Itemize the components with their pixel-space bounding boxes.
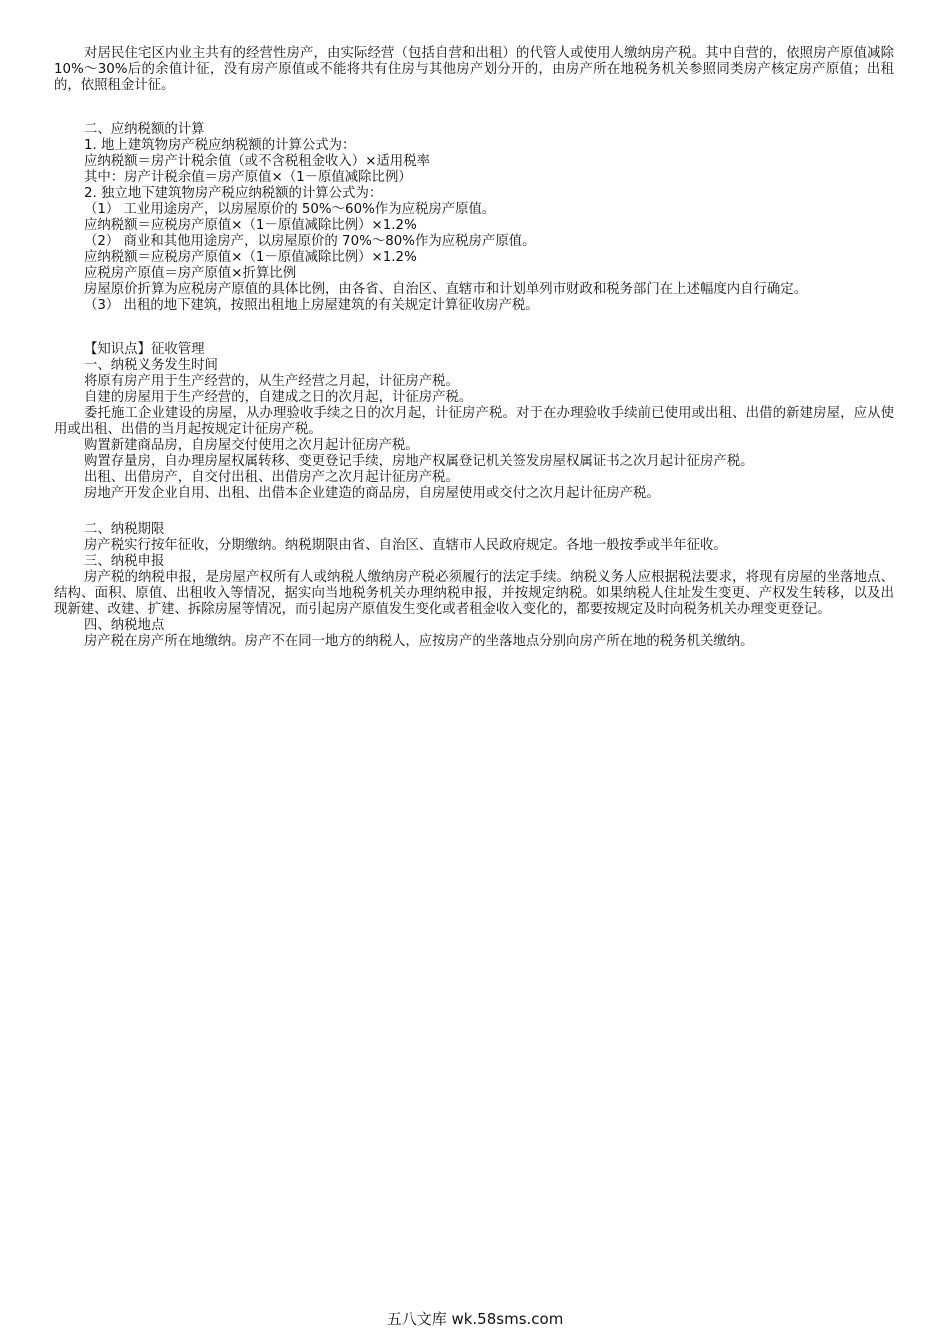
tax-location-paragraph: 房产税在房产所在地缴纳。房产不在同一地方的纳税人，应按房产的坐落地点分别向房产所在地的税务机关缴纳。 <box>84 634 754 649</box>
subsection-title-tax-location: 四、纳税地点 <box>84 618 165 633</box>
obligation-line: 购置新建商品房，自房屋交付使用之次月起计征房产税。 <box>84 438 419 453</box>
footer-watermark: 五八文库 wk.58sms.com <box>386 1310 564 1328</box>
document-page <box>54 46 894 650</box>
section-title-tax-calculation: 二、应纳税额的计算 <box>84 122 205 137</box>
intro-paragraph: 对居民住宅区内业主共有的经营性房产，由实际经营（包括自营和出租）的代管人或使用人缴纳房产税。其中自营的，依照房产原值减除 10%～30%后的余值计征，没有房产原值或不能将共有住房与其他房产划分开的，由房产所在地税务机关参照同类房产核定房产原值；出租的，依照租金计征。 <box>54 46 894 93</box>
obligation-line: 房地产开发企业自用、出租、出借本企业建造的商品房，自房屋使用或交付之次月起计征房产税。 <box>84 486 660 501</box>
obligation-line: 自建的房屋用于生产经营的，自建成之日的次月起，计征房产税。 <box>84 390 473 405</box>
calc-line: 其中：房产计税余值＝房产原值×（1－原值减除比例） <box>84 170 412 185</box>
subsection-title-tax-period: 二、纳税期限 <box>84 522 165 537</box>
subsection-title-obligation-time: 一、纳税义务发生时间 <box>84 358 218 373</box>
spacer <box>54 502 894 522</box>
calc-line: （1） 工业用途房产，以房屋原价的 50%～60%作为应税房产原值。 <box>84 202 496 217</box>
calc-line: 应纳税额＝房产计税余值（或不含税租金收入）×适用税率 <box>84 154 430 169</box>
calc-line: 应税房产原值＝房产原值×折算比例 <box>84 266 297 281</box>
calc-line: 2. 独立地下建筑物房产税应纳税额的计算公式为： <box>84 186 383 201</box>
calc-line: （3） 出租的地下建筑，按照出租地上房屋建筑的有关规定计算征收房产税。 <box>84 298 539 313</box>
calc-line: （2） 商业和其他用途房产，以房屋原价的 70%～80%作为应税房产原值。 <box>84 234 536 249</box>
calc-line: 1. 地上建筑物房产税应纳税额的计算公式为： <box>84 138 356 153</box>
obligation-line: 将原有房产用于生产经营的，从生产经营之月起，计征房产税。 <box>84 374 459 389</box>
calc-line: 房屋原价折算为应税房产原值的具体比例，由各省、自治区、直辖市和计划单列市财政和税务部门在上述幅度内自行确定。 <box>84 282 808 297</box>
subsection-title-tax-filing: 三、纳税申报 <box>84 554 165 569</box>
obligation-line: 委托施工企业建设的房屋，从办理验收手续之日的次月起，计征房产税。对于在办理验收手续前已使用或出租、出借的新建房屋，应从使用或出租、出借的当月起按规定计征房产税。 <box>54 406 894 437</box>
tax-filing-paragraph: 房产税的纳税申报，是房屋产权所有人或纳税人缴纳房产税必须履行的法定手续。纳税义务人应根据税法要求，将现有房屋的坐落地点、结构、面积、原值、出租收入等情况，据实向当地税务机关办理纳税申报，并按规定纳税。如果纳税人住址发生变更、产权发生转移，以及出现新建、改建、扩建、拆除房屋等情况，而引起房产原值发生变化或者租金收入变化的，都要按规定及时向税务机关办理变更登记。 <box>54 570 894 617</box>
tax-period-paragraph: 房产税实行按年征收，分期缴纳。纳税期限由省、自治区、直辖市人民政府规定。各地一般按季或半年征收。 <box>84 538 727 553</box>
obligation-line: 购置存量房，自办理房屋权属转移、变更登记手续，房地产权属登记机关签发房屋权属证书之次月起计征房产税。 <box>84 454 754 469</box>
spacer <box>54 314 894 342</box>
spacer <box>54 94 894 122</box>
calc-line: 应纳税额＝应税房产原值×（1－原值减除比例）×1.2% <box>84 250 417 265</box>
calc-line: 应纳税额＝应税房产原值×（1－原值减除比例）×1.2% <box>84 218 417 233</box>
obligation-line: 出租、出借房产，自交付出租、出借房产之次月起计征房产税。 <box>84 470 459 485</box>
knowledge-point-title: 【知识点】征收管理 <box>84 342 205 357</box>
